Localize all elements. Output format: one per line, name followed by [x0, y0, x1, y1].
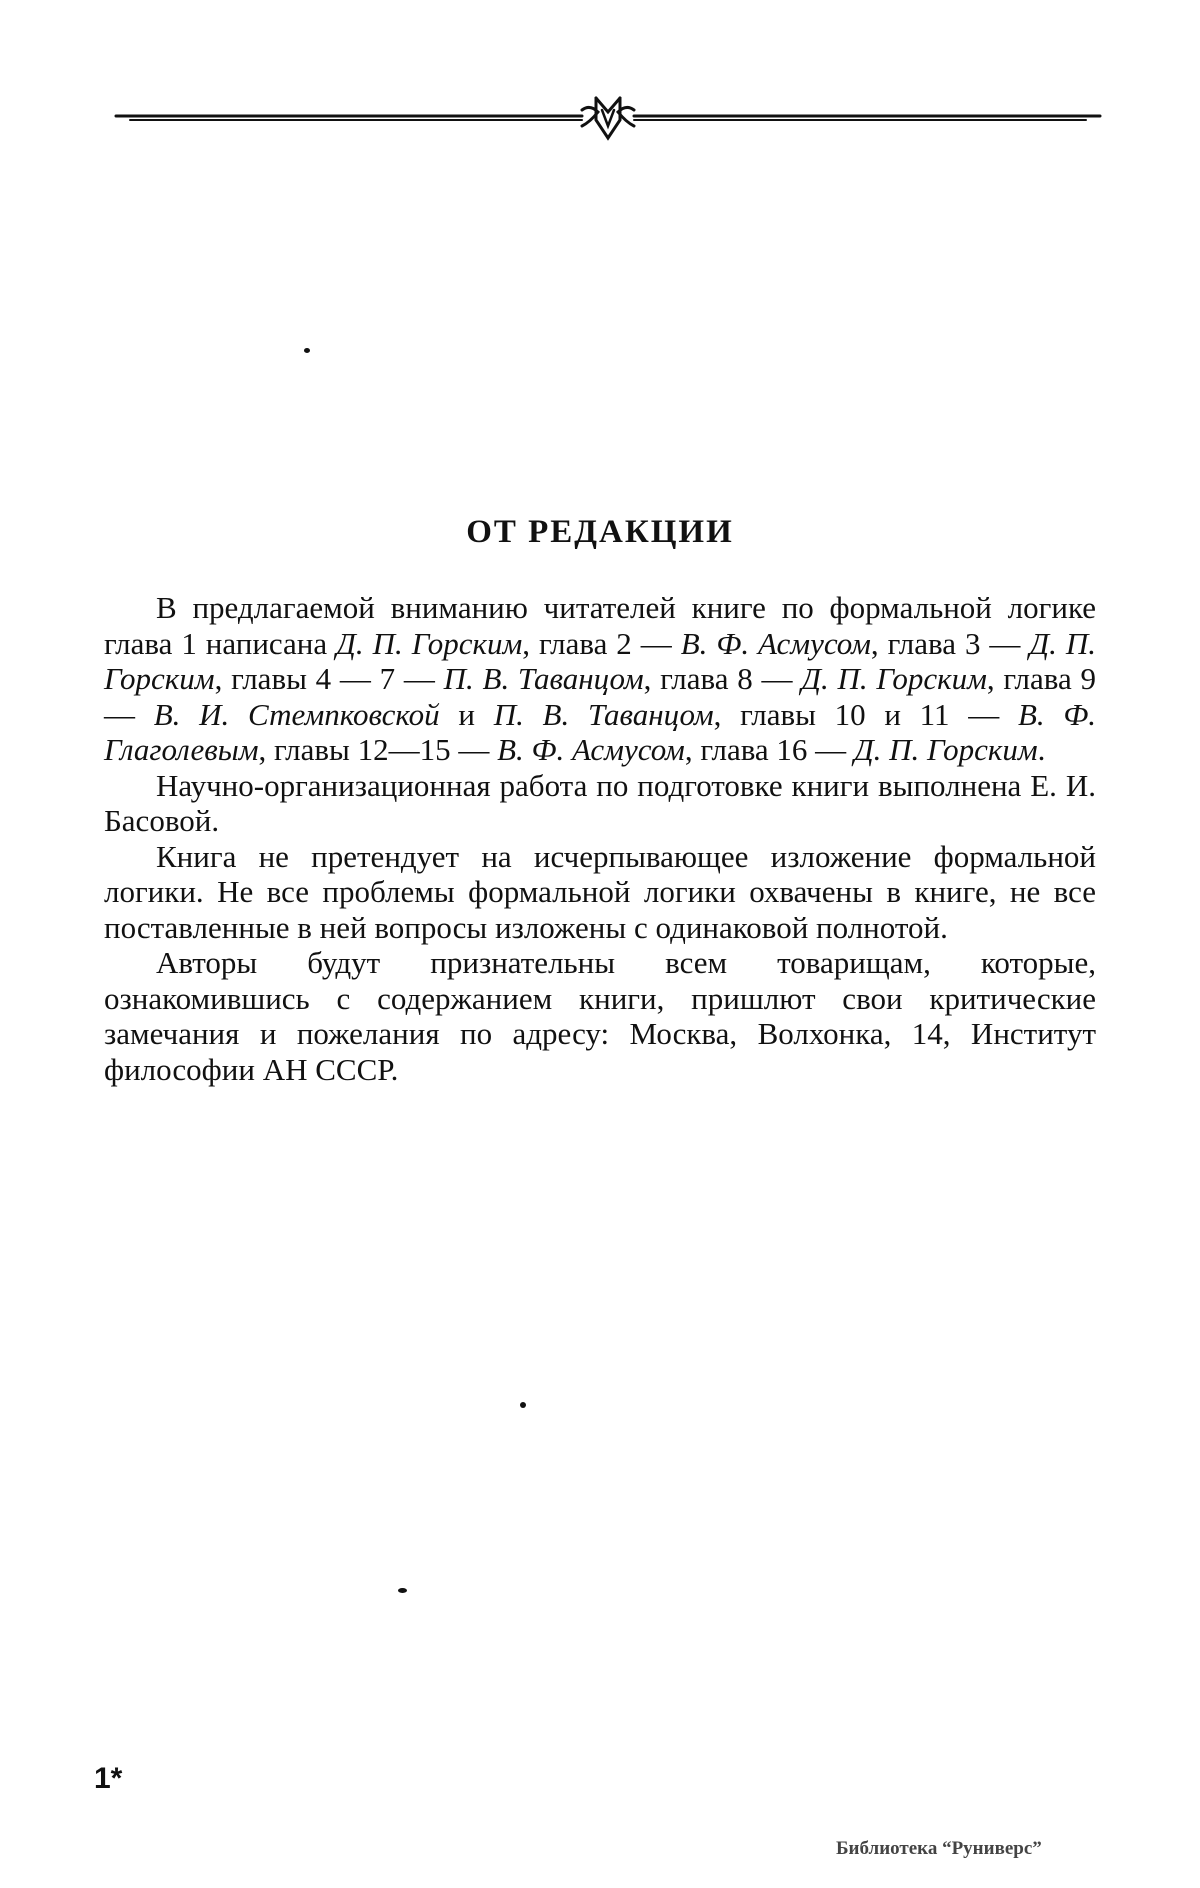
text-run: В предлагаемой вниманию читателей книге по формальной логике глава 1 написана: [104, 590, 1096, 661]
paragraph-scope: Книга не претендует на исчерпывающее изложение формальной логики. Не все проблемы формальной логики охвачены в книге, не все поставленные в ней вопросы изложены с одинаковой полнотой.: [104, 838, 1096, 945]
paragraph-organization: Научно-организационная работа по подготовке книги выполнена Е. И. Басовой.: [104, 767, 1096, 838]
author-name: Д. П. Горским: [336, 625, 523, 661]
text-run: , глава 9 —: [104, 661, 1096, 732]
floral-rule-ornament-icon: [112, 90, 1104, 144]
author-name: П. В. Таванцом: [443, 661, 644, 696]
author-name: П. В. Таванцом: [493, 696, 714, 732]
author-name: В. Ф. Глаголевым: [104, 696, 1097, 767]
paragraph-feedback-request: Авторы будут признательны всем товарищам, которые, ознакомившись с содержанием книги, пришлют свои критические замечания и пожелания по адресу: Москва, Волхонка, 14, Институт философии АН СССР.: [104, 945, 1096, 1087]
text-run: , главы 4 — 7 —: [214, 661, 444, 696]
text-run: , глава 2 —: [522, 625, 681, 661]
author-name: Д. П. Горским: [104, 625, 1096, 696]
author-name: В. Ф. Асмусом: [680, 625, 871, 661]
paragraph-authorship: [104, 590, 1096, 768]
page-number: 1*: [94, 1762, 123, 1795]
text-run: , главы 10 и 11 —: [713, 696, 1018, 732]
text-run: и: [439, 696, 494, 732]
text-run: , глава 3 —: [870, 625, 1030, 661]
author-name: В. Ф. Асмусом: [497, 732, 685, 767]
text-run: , глава 16 —: [684, 732, 854, 767]
print-speck: [304, 348, 310, 353]
author-name: Д. П. Горским: [853, 732, 1038, 767]
author-name: Д. П. Горским: [801, 661, 987, 696]
text-run: , глава 8 —: [643, 661, 802, 696]
print-speck: [520, 1402, 526, 1408]
text-run: , главы 12—15 —: [258, 732, 498, 767]
text-run: .: [1037, 732, 1046, 767]
print-speck: [398, 1588, 407, 1593]
page-title: ОТ РЕДАКЦИИ: [466, 514, 734, 550]
author-name: В. И. Стемпковской: [153, 696, 440, 732]
editorial-note-body: [104, 590, 1096, 1087]
library-watermark: Библиотека “Руниверс”: [836, 1838, 1042, 1859]
